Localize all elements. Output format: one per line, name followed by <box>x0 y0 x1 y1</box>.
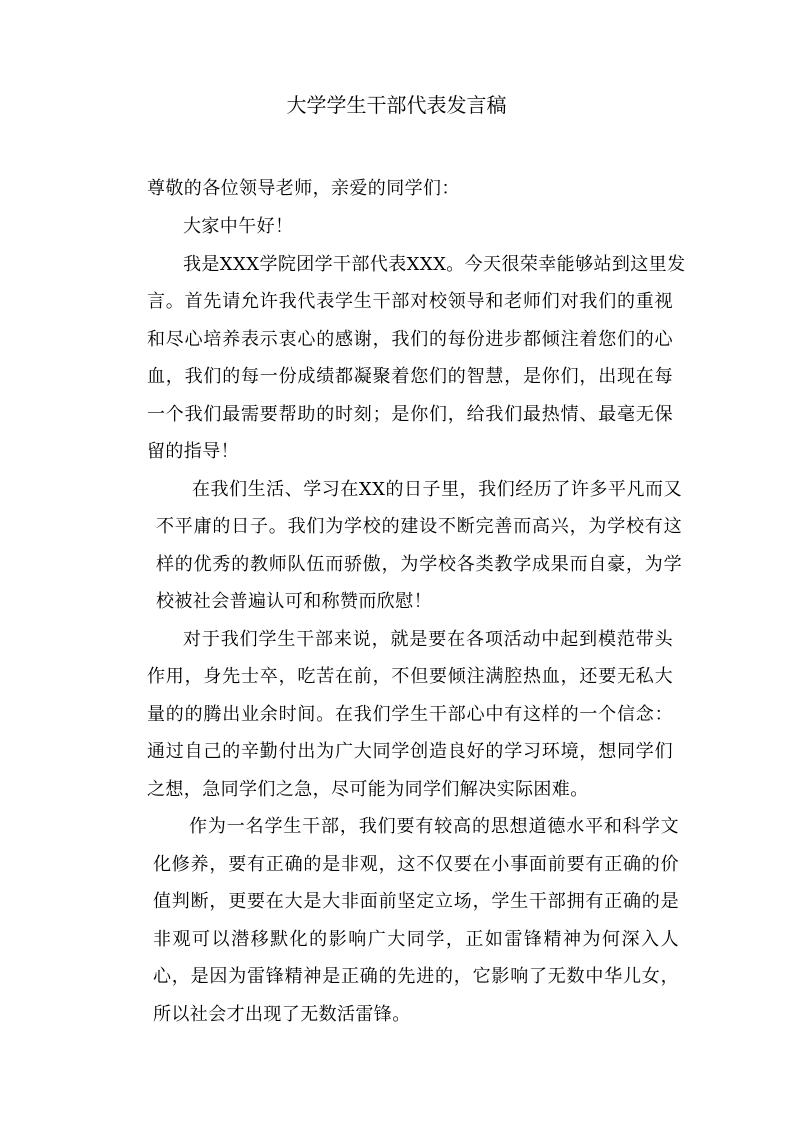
paragraph-1-line-5: 一个我们最需要帮助的时刻；是你们，给我们最热情、最毫无保 <box>147 404 673 425</box>
paragraph-2-line-3: 样的优秀的教师队伍而骄傲，为学校各类教学成果而自豪，为学 <box>156 554 682 575</box>
paragraph-1-line-2: 言。首先请允许我代表学生干部对校领导和老师们对我们的重视 <box>147 291 673 312</box>
salutation: 尊敬的各位领导老师，亲爱的同学们： <box>147 178 460 199</box>
greeting: 大家中午好！ <box>183 216 294 237</box>
paragraph-3-line-2: 作用，身先士卒，吃苦在前，不但要倾注满腔热血，还要无私大 <box>147 666 673 687</box>
paragraph-2-line-2: 不平庸的日子。我们为学校的建设不断完善而高兴，为学校有这 <box>156 516 682 537</box>
paragraph-4-line-4: 非观可以潜移默化的影响广大同学，正如雷锋精神为何深入人 <box>153 929 679 950</box>
paragraph-4-line-6: 所以社会才出现了无数活雷锋。 <box>153 1004 411 1025</box>
paragraph-4-line-5: 心，是因为雷锋精神是正确的先进的，它影响了无数中华儿女， <box>153 966 679 987</box>
paragraph-4-line-1: 作为一名学生干部，我们要有较高的思想道德水平和科学文 <box>189 816 679 837</box>
paragraph-3-line-5: 之想，急同学们之急，尽可能为同学们解决实际困难。 <box>147 779 589 800</box>
paragraph-3-line-1: 对于我们学生干部来说，就是要在各项活动中起到模范带头 <box>183 629 673 650</box>
document-title: 大学学生干部代表发言稿 <box>286 93 507 117</box>
paragraph-4-line-2: 化修养，要有正确的是非观，这不仅要在小事面前要有正确的价 <box>153 854 679 875</box>
paragraph-1-line-6: 留的指导！ <box>147 441 239 462</box>
paragraph-4-line-3: 值判断，更要在大是大非面前坚定立场，学生干部拥有正确的是 <box>153 891 679 912</box>
paragraph-3-line-3: 量的的腾出业余时间。在我们学生干部心中有这样的一个信念： <box>147 704 673 725</box>
paragraph-3-line-4: 通过自己的辛勤付出为广大同学创造良好的学习环境，想同学们 <box>147 741 673 762</box>
paragraph-2-line-1: 在我们生活、学习在XX的日子里，我们经历了许多平凡而又 <box>192 479 682 500</box>
paragraph-1-line-1: 我是XXX学院团学干部代表XXX。今天很荣幸能够站到这里发 <box>183 254 686 275</box>
paragraph-2-line-4: 校被社会普遍认可和称赞而欣慰！ <box>156 591 432 612</box>
paragraph-1-line-4: 血，我们的每一份成绩都凝聚着您们的智慧，是你们，出现在每 <box>147 366 673 387</box>
paragraph-1-line-3: 和尽心培养表示衷心的感谢，我们的每份进步都倾注着您们的心 <box>147 329 673 350</box>
